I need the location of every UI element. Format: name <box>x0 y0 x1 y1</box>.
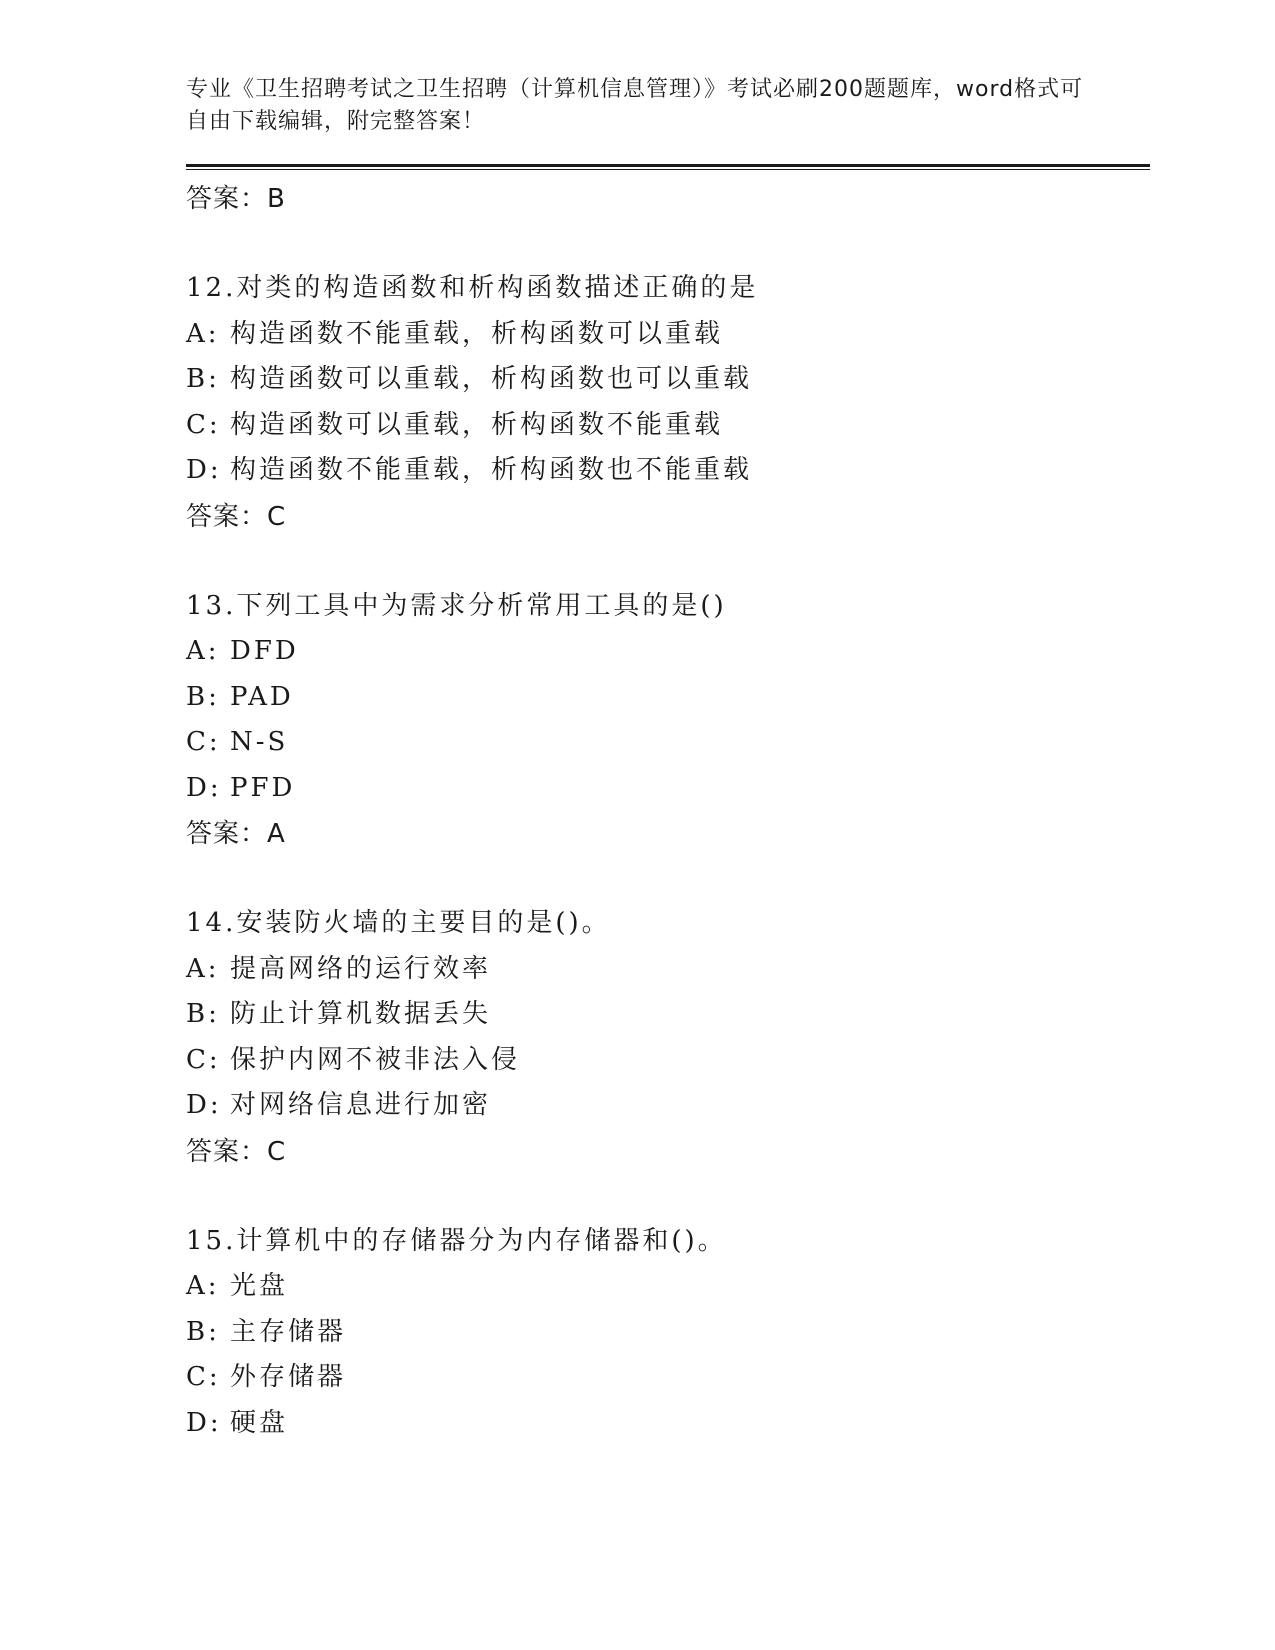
option-d <box>186 766 1150 812</box>
option-text: 外存储器 <box>230 1362 347 1392</box>
header-divider <box>186 164 1150 170</box>
option-key: A: <box>186 636 220 666</box>
option-a <box>186 1264 1150 1310</box>
option-key: C: <box>186 1362 221 1392</box>
option-a <box>186 947 1150 993</box>
answer-line: 答案：B <box>186 184 286 214</box>
option-text: 对网络信息进行加密 <box>230 1090 492 1120</box>
answer-line: 答案：C <box>186 1136 287 1167</box>
option-c <box>186 403 1150 449</box>
option-c <box>186 720 1150 766</box>
option-text: 构造函数不能重载，析构函数也不能重载 <box>230 455 753 485</box>
option-key: B: <box>186 364 220 394</box>
option-text: DFD <box>230 636 299 666</box>
option-c <box>186 1038 1150 1084</box>
option-key: B: <box>186 681 220 712</box>
option-d <box>186 1083 1150 1129</box>
option-d <box>186 448 1150 494</box>
option-d <box>186 1401 1150 1447</box>
option-key: D: <box>186 1407 222 1438</box>
option-key: B: <box>186 1316 220 1347</box>
question-15 <box>186 1219 1150 1447</box>
question-title: 12.对类的构造函数和析构函数描述正确的是 <box>186 273 759 303</box>
option-text: 提高网络的运行效率 <box>230 953 492 984</box>
option-text: PFD <box>230 772 296 803</box>
option-text: 防止计算机数据丢失 <box>230 999 492 1029</box>
option-b <box>186 992 1150 1038</box>
option-text: 主存储器 <box>230 1316 347 1347</box>
option-text: 构造函数可以重载，析构函数不能重载 <box>230 409 724 440</box>
option-text: PAD <box>230 681 294 712</box>
question-13 <box>186 584 1150 858</box>
option-key: C: <box>186 1044 221 1075</box>
option-key: A: <box>186 318 220 349</box>
option-a <box>186 629 1150 675</box>
document-header: 专业《卫生招聘考试之卫生招聘（计算机信息管理）》考试必刷200题题库，word格式可自由下载编辑，附完整答案！ <box>186 77 1084 134</box>
option-text: 保护内网不被非法入侵 <box>230 1044 521 1075</box>
answer-line: 答案：A <box>186 819 286 849</box>
option-key: C: <box>186 409 221 440</box>
option-key: D: <box>186 772 222 803</box>
option-text: 构造函数不能重载，析构函数可以重载 <box>230 318 724 349</box>
option-key: A: <box>186 1271 220 1301</box>
question-14 <box>186 901 1150 1175</box>
option-key: B: <box>186 999 220 1029</box>
question-12 <box>186 266 1150 540</box>
question-title: 14.安装防火墙的主要目的是()。 <box>186 908 611 938</box>
option-key: A: <box>186 953 220 984</box>
document-page <box>186 74 1150 1446</box>
option-c <box>186 1355 1150 1401</box>
question-title: 13.下列工具中为需求分析常用工具的是() <box>186 590 727 621</box>
option-text: 构造函数可以重载，析构函数也可以重载 <box>230 364 753 394</box>
option-b <box>186 675 1150 721</box>
option-b <box>186 357 1150 403</box>
option-key: D: <box>186 1090 222 1120</box>
option-text: N-S <box>230 727 289 757</box>
option-b <box>186 1310 1150 1356</box>
option-text: 光盘 <box>230 1271 289 1301</box>
option-a <box>186 312 1150 358</box>
option-key: D: <box>186 455 222 485</box>
question-title: 15.计算机中的存储器分为内存储器和()。 <box>186 1225 727 1256</box>
option-key: C: <box>186 727 221 757</box>
answer-line: 答案：C <box>186 501 287 532</box>
option-text: 硬盘 <box>230 1407 289 1438</box>
